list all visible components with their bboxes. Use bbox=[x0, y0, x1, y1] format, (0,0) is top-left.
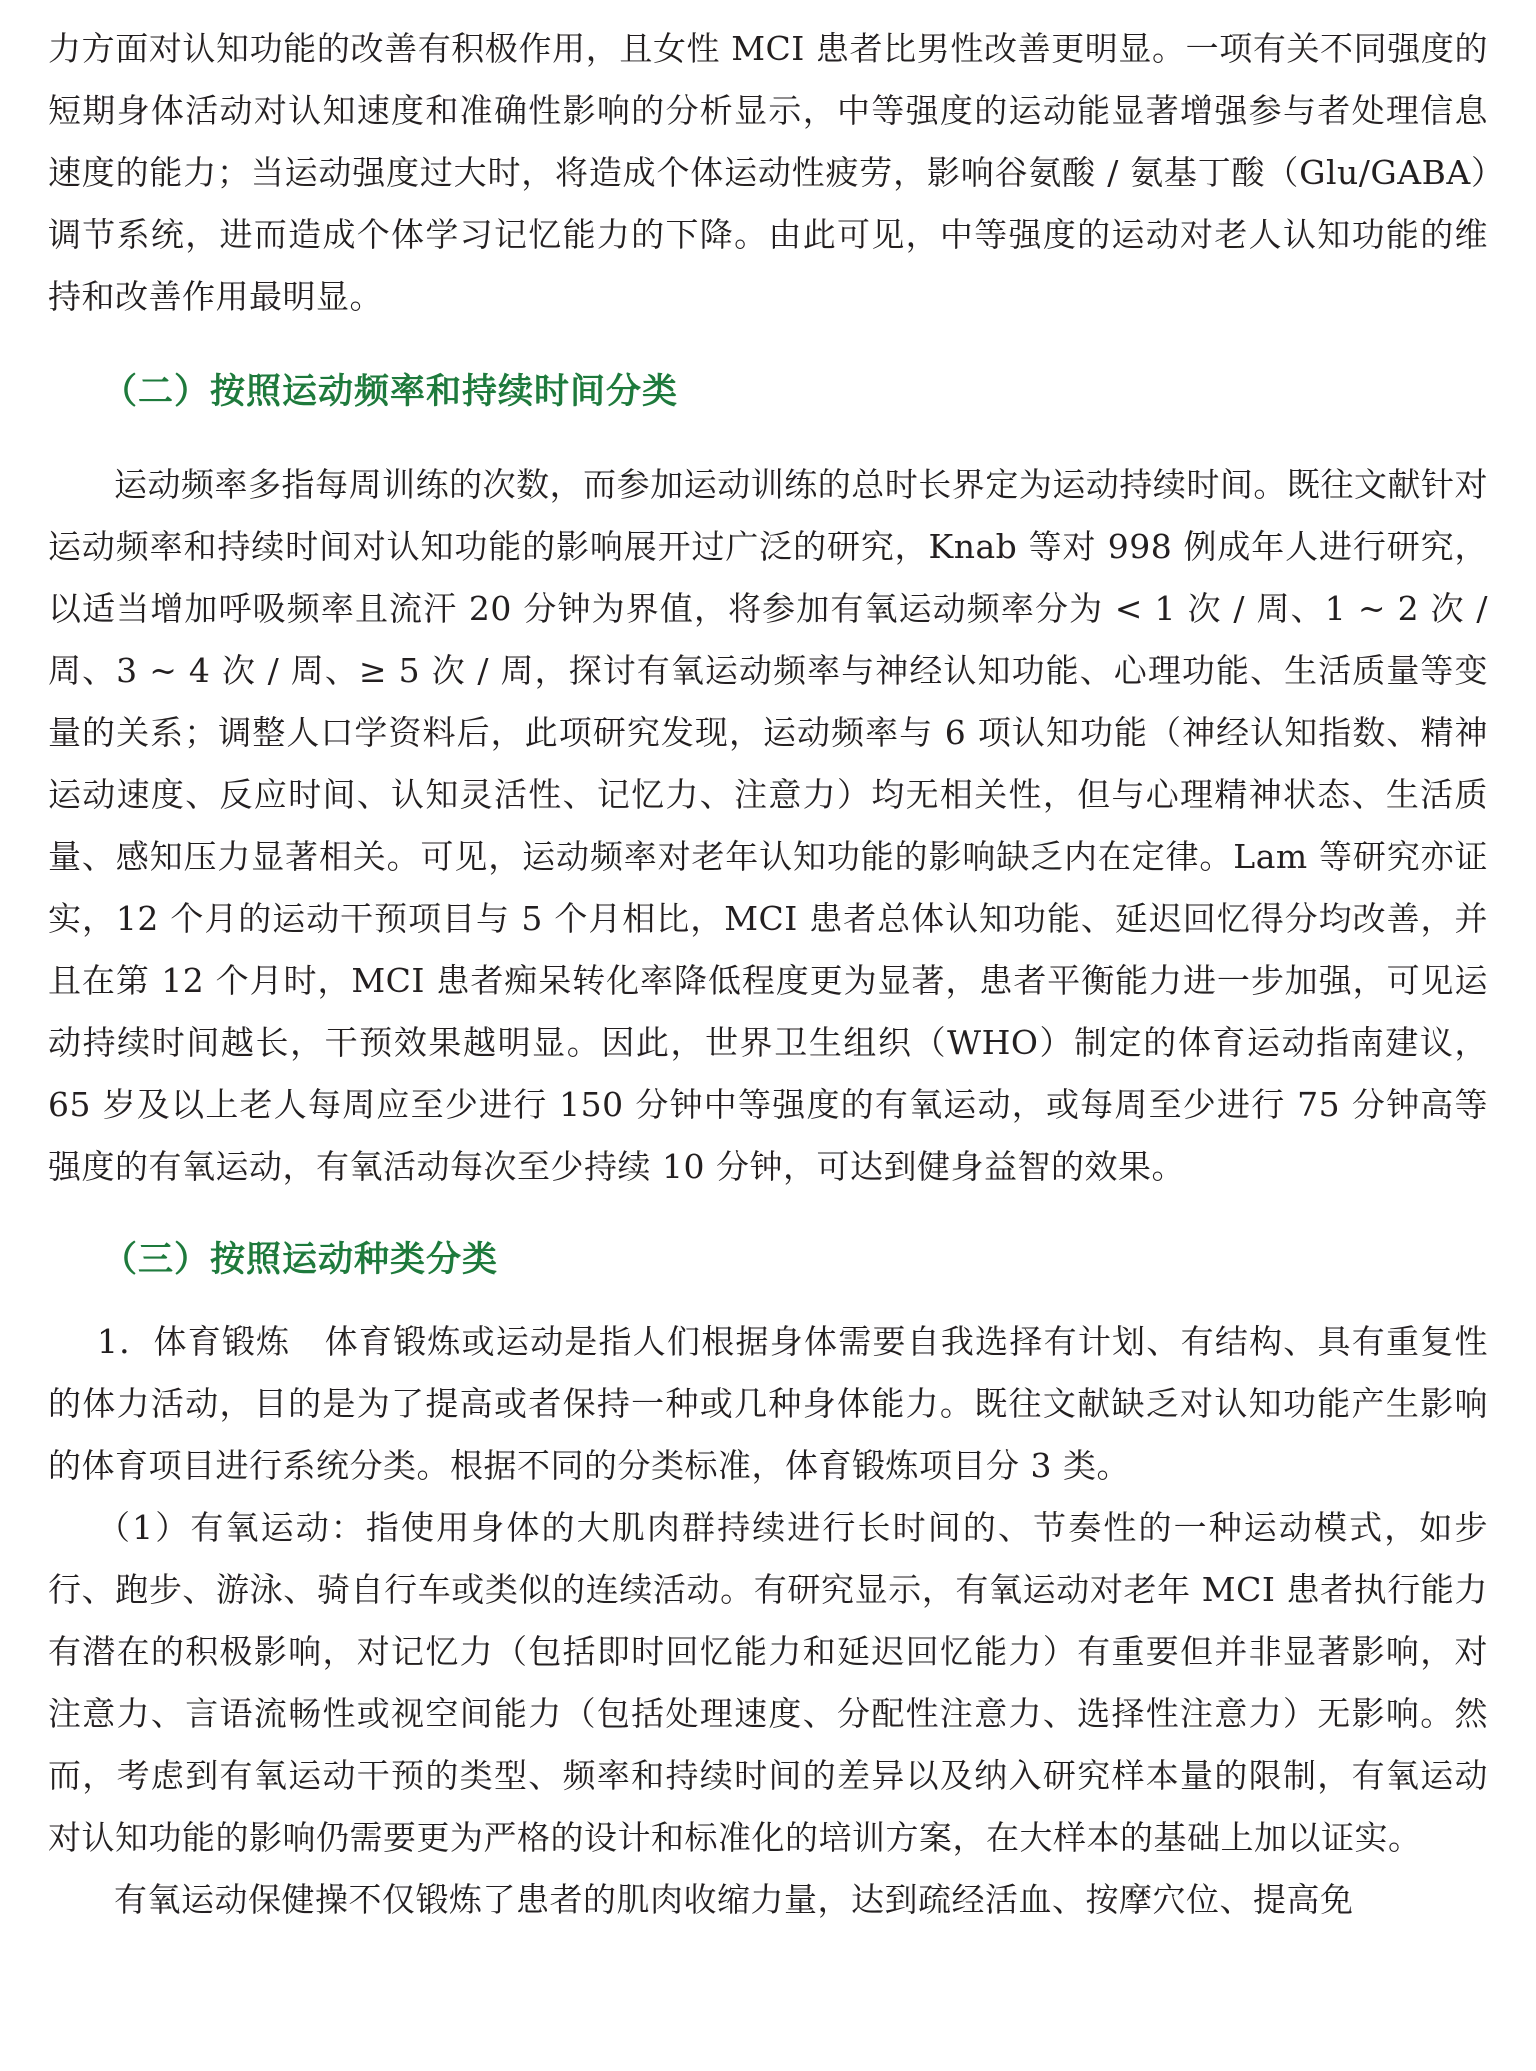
body-paragraph-1: 力方面对认知功能的改善有积极作用，且女性 MCI 患者比男性改善更明显。一项有关不同强度的短期身体活动对认知速度和准确性影响的分析显示，中等强度的运动能显著增强参与者处理信息速度的能力；当运动强度过大时，将造成个体运动性疲劳，影响谷氨酸 / 氨基丁酸（Glu/GABA）调节系统，进而造成个体学习记忆能力的下降。由此可见，中等强度的运动对老人认知功能的维持和改善作用最明显。 bbox=[48, 29, 1488, 316]
document-page bbox=[48, 18, 1488, 1931]
body-paragraph-3: 1．体育锻炼 体育锻炼或运动是指人们根据身体需要自我选择有计划、有结构、具有重复性的体力活动，目的是为了提高或者保持一种或几种身体能力。既往文献缺乏对认知功能产生影响的体育项目进行系统分类。根据不同的分类标准，体育锻炼项目分 3 类。 bbox=[48, 1322, 1488, 1485]
body-paragraph-4: （1）有氧运动：指使用身体的大肌肉群持续进行长时间的、节奏性的一种运动模式，如步行、跑步、游泳、骑自行车或类似的连续活动。有研究显示，有氧运动对老年 MCI 患者执行能力有潜在的积极影响，对记忆力（包括即时回忆能力和延迟回忆能力）有重要但并非显著影响，对注意力、言语流畅性或视空间能力（包括处理速度、分配性注意力、选择性注意力）无影响。然而，考虑到有氧运动干预的类型、频率和持续时间的差异以及纳入研究样本量的限制，有氧运动对认知功能的影响仍需要更为严格的设计和标准化的培训方案，在大样本的基础上加以证实。 bbox=[48, 1508, 1488, 1857]
section-heading-2: （二）按照运动频率和持续时间分类 bbox=[102, 372, 679, 412]
section-heading-3: （三）按照运动种类分类 bbox=[102, 1240, 499, 1280]
body-paragraph-2: 运动频率多指每周训练的次数，而参加运动训练的总时长界定为运动持续时间。既往文献针对运动频率和持续时间对认知功能的影响展开过广泛的研究，Knab 等对 998 例成年人进行研究，以适当增加呼吸频率且流汗 20 分钟为界值，将参加有氧运动频率分为 < 1 次 / 周、1 ~ 2 次 / 周、3 ~ 4 次 / 周、≥ 5 次 / 周，探讨有氧运动频率与神经认知功能、心理功能、生活质量等变量的关系；调整人口学资料后，此项研究发现，运动频率与 6 项认知功能（神经认知指数、精神运动速度、反应时间、认知灵活性、记忆力、注意力）均无相关性，但与心理精神状态、生活质量、感知压力显著相关。可见，运动频率对老年认知功能的影响缺乏内在定律。Lam 等研究亦证实，12 个月的运动干预项目与 5 个月相比，MCI 患者总体认知功能、延迟回忆得分均改善，并且在第 12 个月时，MCI 患者痴呆转化率降低程度更为显著，患者平衡能力进一步加强，可见运动持续时间越长，干预效果越明显。因此，世界卫生组织（WHO）制定的体育运动指南建议，65 岁及以上老人每周应至少进行 150 分钟中等强度的有氧运动，或每周至少进行 75 分钟高等强度的有氧运动，有氧活动每次至少持续 10 分钟，可达到健身益智的效果。 bbox=[48, 465, 1488, 1186]
body-paragraph-5: 有氧运动保健操不仅锻炼了患者的肌肉收缩力量，达到疏经活血、按摩穴位、提高免 bbox=[114, 1880, 1354, 1919]
